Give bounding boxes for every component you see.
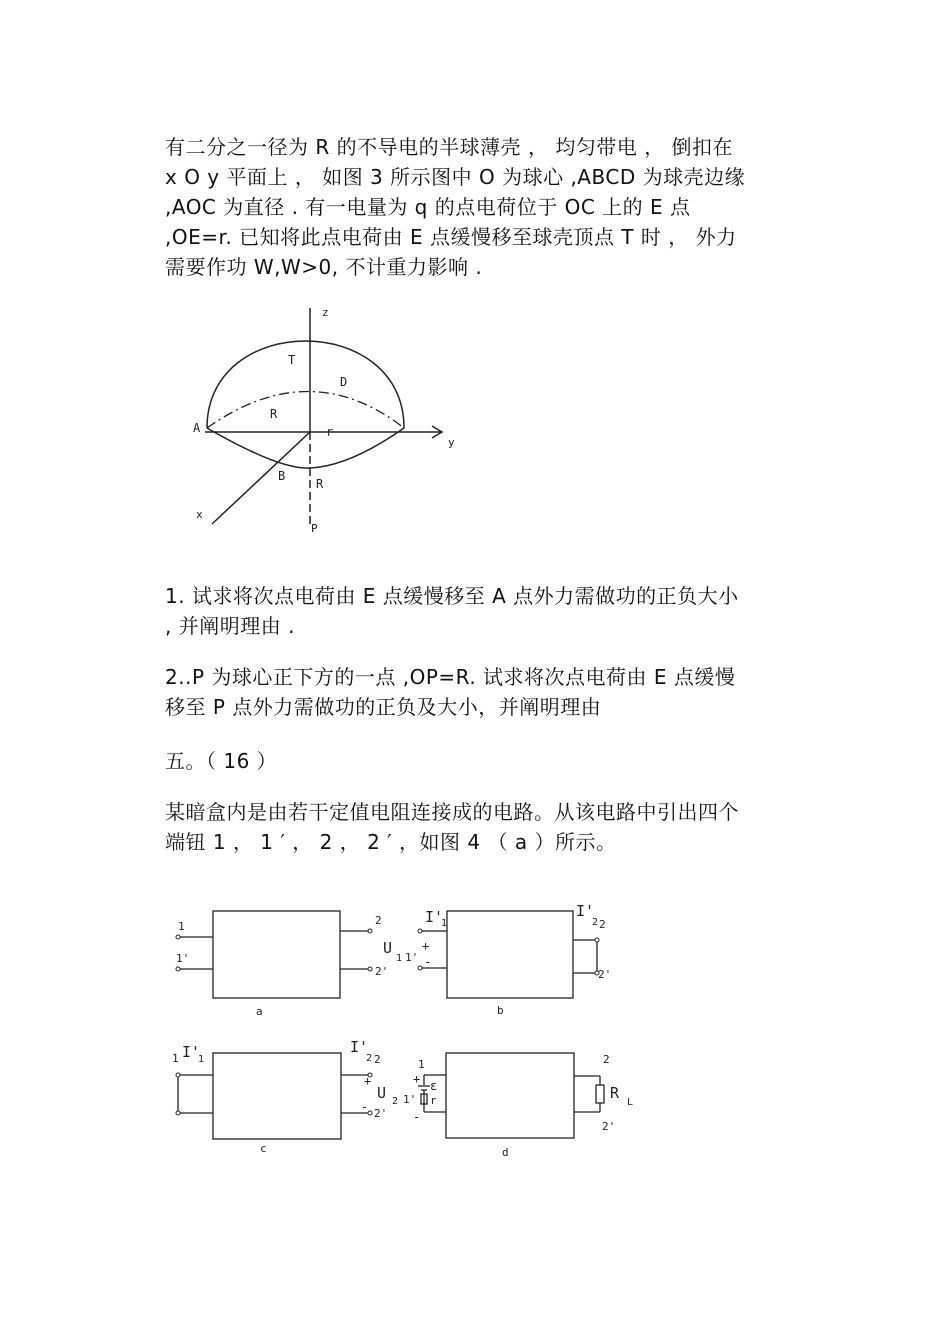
box-d — [446, 1053, 574, 1138]
c-plus: + — [364, 1074, 372, 1088]
d-terminal-1p: 1' — [403, 1093, 417, 1106]
box-c — [213, 1053, 341, 1139]
box-a — [213, 911, 340, 998]
c-minus: - — [361, 1100, 369, 1114]
rim-back-dashed — [207, 392, 404, 429]
label-T: T — [288, 353, 296, 367]
label-R2: R — [316, 477, 324, 491]
label-P: P — [311, 522, 318, 535]
label-R1: R — [270, 407, 278, 421]
c-U-sub: 2 — [392, 1096, 399, 1107]
a-terminal-2p: 2' — [375, 965, 389, 978]
intro-line: ,OE=r. 已知将此点电荷由 E 点缓慢移至球壳顶点 T 时 ， 外力 — [165, 225, 737, 249]
b-I2: I' — [576, 902, 595, 920]
d-terminal-1: 1 — [418, 1058, 425, 1071]
b-I1-sub: 1 — [441, 918, 448, 929]
b-minus: - — [424, 955, 432, 969]
intro-line: x O y 平面上 ， 如图 3 所示图中 O 为球心 ,ABCD 为球壳边缘 — [165, 165, 746, 189]
d-terminal-2p: 2' — [602, 1120, 616, 1133]
load-resistor — [596, 1085, 604, 1103]
label-r: r — [326, 425, 334, 439]
c-I2: I' — [350, 1038, 369, 1056]
a-terminal-1: 1 — [178, 920, 185, 933]
b-U: U — [383, 939, 393, 957]
a-terminal-2: 2 — [375, 914, 382, 927]
question-line: 2..P 为球心正下方的一点 ,OP=R. 试求将次点电荷由 E 点缓慢 — [165, 665, 736, 689]
question-line: 1. 试求将次点电荷由 E 点缓慢移至 A 点外力需做功的正负大小 — [165, 584, 739, 608]
d-RL-sub: L — [627, 1097, 634, 1108]
blackbox-line: 端钮 1 ， 1 ′ ， 2 ， 2 ′ ，如图 4 （ a ）所示。 — [165, 830, 617, 854]
c-terminal-2: 2 — [374, 1053, 381, 1066]
d-terminal-2: 2 — [603, 1053, 610, 1066]
c-terminal-1: 1 — [172, 1052, 179, 1065]
c-U: U — [377, 1084, 387, 1102]
d-minus: - — [413, 1110, 421, 1124]
label-B: B — [278, 469, 286, 483]
figure-3-hemisphere — [180, 296, 470, 546]
intro-line: 需要作功 W,W>0, 不计重力影响 . — [165, 255, 483, 279]
d-RL: R — [610, 1084, 620, 1102]
question-1 — [165, 581, 739, 641]
c-terminal-2p: 2' — [374, 1107, 388, 1120]
x-axis — [212, 432, 310, 524]
question-2 — [165, 662, 735, 722]
a-terminal-1p: 1' — [176, 952, 190, 965]
question-line: 移至 P 点外力需做功的正负及大小，并阐明理由 — [165, 695, 602, 719]
blackbox-line: 某暗盒内是由若干定值电阻连接成的电路。从该电路中引出四个 — [165, 800, 739, 824]
label-y: y — [448, 436, 455, 449]
b-I2-sub: 2 — [592, 917, 599, 928]
b-caption: b — [497, 1004, 504, 1017]
figure-4-circuits — [160, 895, 650, 1170]
b-terminal-2p: 2' — [598, 968, 612, 981]
b-plus: + — [422, 939, 430, 953]
d-emf: ε — [430, 1079, 438, 1093]
intro-line: 有二分之一径为 R 的不导电的半球薄壳 ， 均匀带电 ， 倒扣在 — [165, 135, 734, 159]
label-z: z — [322, 306, 329, 319]
d-plus: + — [413, 1072, 421, 1086]
hemisphere-arc — [207, 341, 404, 428]
c-caption: c — [260, 1142, 267, 1155]
c-I1: I' — [182, 1043, 201, 1061]
b-I1: I' — [425, 908, 444, 926]
b-U-sub: 1 — [396, 953, 403, 964]
rim-front — [207, 428, 404, 468]
b-terminal-2: 2 — [599, 918, 606, 931]
section-heading: 五。（ 16 ） — [165, 749, 278, 773]
b-terminal-1p: 1' — [405, 951, 419, 964]
a-caption: a — [256, 1005, 263, 1018]
c-I2-sub: 2 — [366, 1053, 373, 1064]
label-x: x — [196, 508, 203, 521]
intro-paragraph — [165, 132, 745, 282]
box-b — [447, 911, 573, 998]
c-I1-sub: 1 — [198, 1054, 205, 1065]
question-line: , 并阐明理由 . — [165, 614, 295, 638]
d-caption: d — [502, 1146, 509, 1159]
label-D: D — [340, 375, 348, 389]
blackbox-paragraph — [165, 797, 739, 857]
label-A: A — [193, 421, 201, 435]
intro-line: ,AOC 为直径 . 有一电量为 q 的点电荷位于 OC 上的 E 点 — [165, 195, 691, 219]
d-r: r — [430, 1094, 437, 1107]
